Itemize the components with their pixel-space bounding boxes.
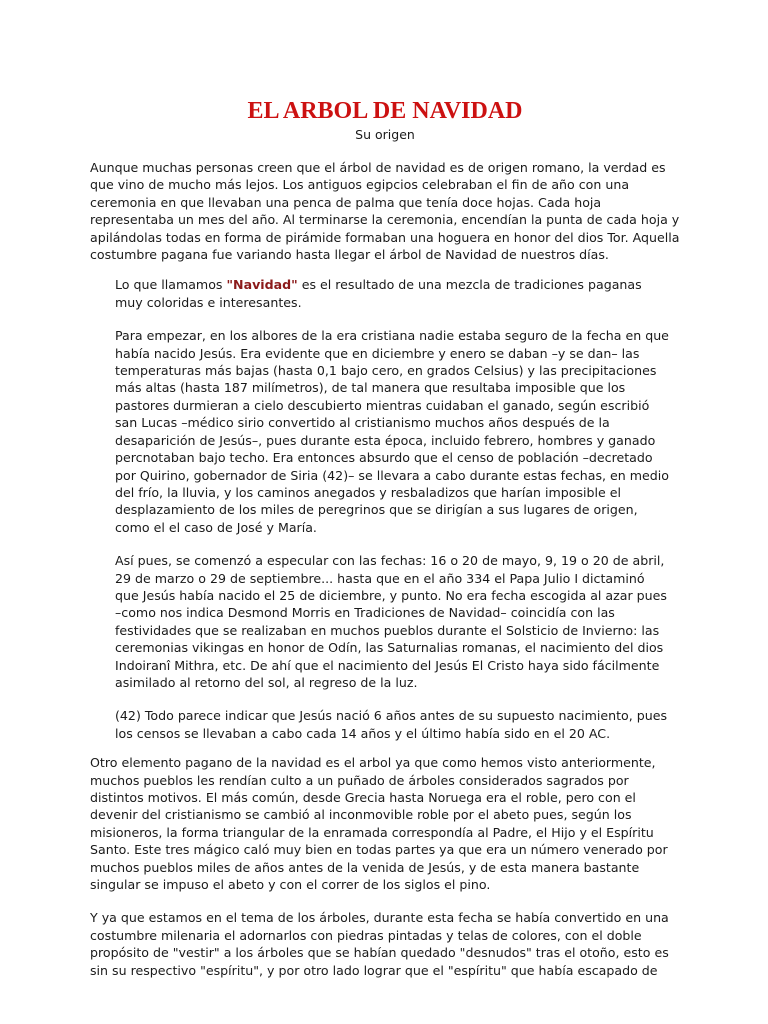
paragraph-navidad-before: Lo que llamamos — [115, 277, 227, 293]
document-subtitle: Su origen — [355, 127, 415, 142]
document-title: EL ARBOL DE NAVIDAD — [247, 98, 523, 124]
navidad-highlight: "Navidad" — [226, 277, 298, 293]
paragraph-arbol: Otro elemento pagano de la navidad es el arbol ya que como hemos visto anteriormente, muchos pueblos les rendían culto a un puñado de árboles considerados sagrados por distintos motivos. El más común, desde Grecia hasta Noruega era el roble, pero con el devenir del cristianismo se cambió al inconmovible roble por el abeto pues, según los misioneros, la forma triangular de la enramada correspondía al Padre, el Hijo y el Espíritu Santo. Este tres mágico caló muy bien en todas partes ya que era un número venerado por muchos pueblos miles de años antes de la venida de Jesús, y de esta manera bastante singular se impuso el abeto y con el correr de los siglos el pino. — [90, 755, 668, 893]
paragraph-especular: Así pues, se comenzó a especular con las fechas: 16 o 20 de mayo, 9, 19 o 20 de abril, 29 de marzo o 29 de septiembre... hasta que en el año 334 el Papa Julio I dictaminó que Jesús había nacido el 25 de diciembre, y punto. No era fecha escogida al azar pues –como nos indica Desmond Morris en Tradiciones de Navidad– coincidía con las festividades que se realizaban en muchos pueblos durante el Solsticio de Invierno: las ceremonias vikingas en honor de Odín, las Saturnalias romanas, el nacimiento del dios Indoiranî Mithra, etc. De ahí que el nacimiento del Jesús El Cristo haya sido fácilmente asimilado al retorno del sol, al regreso de la luz. — [115, 553, 667, 690]
paragraph-fecha: Para empezar, en los albores de la era cristiana nadie estaba seguro de la fecha en que había nacido Jesús. Era evidente que en diciembre y enero se daban –y se dan– las temperaturas más bajas (hasta 0,1 bajo cero, en grados Celsius) y las precipitaciones más altas (hasta 187 milímetros), de tal manera que resultaba imposible que los pastores durmieran a cielo descubierto mientras cuidaban el ganado, según escribió san Lucas –médico sirio convertido al cristianismo muchos años después de la desaparición de Jesús–, pues durante esta época, incluido febrero, hombres y ganado percnotaban bajo techo. Era entonces absurdo que el censo de población –decretado por Quirino, gobernador de Siria (42)– se llevara a cabo durante estas fechas, en medio del frío, la lluvia, y los caminos anegados y resbaladizos que harían imposible el desplazamiento de los miles de peregrinos que se dirigían a sus lugares de origen, como el el caso de José y María. — [115, 328, 669, 535]
paragraph-footnote: (42) Todo parece indicar que Jesús nació 6 años antes de su supuesto nacimiento, pues los censos se llevaban a cabo cada 14 años y el último había sido en el 20 AC. — [115, 708, 668, 741]
paragraph-adornos: Y ya que estamos en el tema de los árboles, durante esta fecha se había convertido en una costumbre milenaria el adornarlos con piedras pintadas y telas de colores, con el doble propósito de "vestir" a los árboles que se habían quedado "desnudos" tras el otoño, esto es sin su respectivo "espíritu", y por otro lado lograr que el "espíritu" que había escapado de — [90, 910, 669, 978]
paragraph-navidad-after: es el resultado de una mezcla de tradiciones paganas muy coloridas e interesantes. — [115, 277, 642, 310]
document-page — [90, 96, 680, 979]
paragraph-intro: Aunque muchas personas creen que el árbol de navidad es de origen romano, la verdad es que vino de mucho más lejos. Los antiguos egipcios celebraban el fin de año con una ceremonia en que llevaban una penca de palma que tenía doce hojas. Cada hoja representaba un mes del año. Al terminarse la ceremonia, encendían la punta de cada hoja y apilándolas todas en forma de pirámide formaban una hoguera en honor del dios Tor. Aquella costumbre pagana fue variando hasta llegar el árbol de Navidad de nuestros días. — [90, 160, 680, 263]
paragraph-navidad — [115, 276, 671, 311]
